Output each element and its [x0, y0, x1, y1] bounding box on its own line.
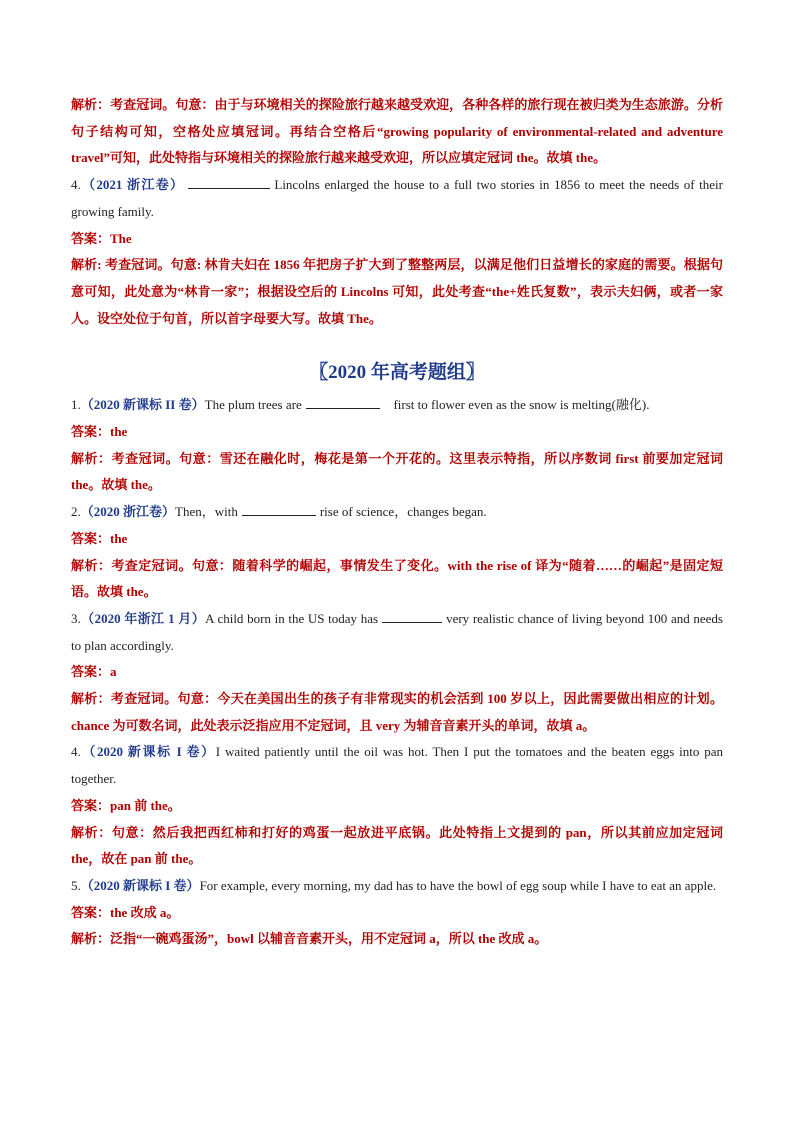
question-source: （2020 年浙江 1 月） [80, 610, 206, 626]
question-text-after: first to flower even as the snow is melting(融化). [393, 397, 650, 413]
analysis-text: 解析：考查冠词。句意：雪还在融化时，梅花是第一个开花的。这里表示特指，所以序数词 first 前要加定冠词 the。故填 the。 [71, 450, 723, 493]
document-page [71, 92, 723, 953]
analysis-text: 解析：考查冠词。句意：今天在美国出生的孩子有非常现实的机会活到 100 岁以上，因此需要做出相应的计划。chance 为可数名词，此处表示泛指应用不定冠词，且 very 为辅音音素开头的单词，故填 a。 [71, 691, 723, 733]
answer-blank [382, 608, 442, 623]
analysis-text: 解析：泛指“一碗鸡蛋汤”，bowl 以辅音音素开头，用不定冠词 a，所以 the 改成 a。 [71, 931, 548, 947]
question-text-after: very realistic chance of living beyond 100 and needs to plan accordingly. [71, 610, 723, 653]
answer-text: 答案：The [71, 230, 132, 246]
question-text-before: I waited patiently until the oil was hot. Then I put the tomatoes and the beaten eggs into pan together. [71, 744, 723, 787]
question-source: （2020 新课标 I 卷） [80, 877, 200, 893]
question-text-before: The plum trees are [204, 397, 302, 413]
question-text-before: Then，with [175, 504, 238, 520]
answer-text: 答案：the [71, 424, 128, 440]
question-source: （2020 浙江卷） [80, 504, 176, 520]
answer-text: 答案：a [71, 664, 117, 680]
question-item [71, 392, 723, 419]
answer-text: 答案：pan 前 the。 [71, 797, 181, 813]
question-source: （2020 新课标 II 卷） [80, 397, 205, 413]
analysis-text: 解析: 考查冠词。句意: 林肯夫妇在 1856 年把房子扩大到了整整两层，以满足他们日益增长的家庭的需要。根据句意可知，此处意为“林肯一家”；根据设空后的 Lincolns 可知，此处考查“the+姓氏复数”，表示夫妇俩，或者一家人。设空处位于句首，所以首字母要大写。故填 The。 [71, 257, 723, 326]
question-number: 1. [71, 397, 81, 413]
question-source: （2020 新课标 I 卷） [80, 744, 216, 760]
question-item [71, 172, 723, 225]
answer-text: 答案：the [71, 530, 128, 546]
question-text-before: For example, every morning, my dad has to have the bowl of egg soup while I have to eat an apple. [199, 877, 717, 893]
section-title: 〖2020 年高考题组〗 [309, 362, 485, 384]
question-item [71, 739, 723, 792]
question-number: 4. [71, 744, 81, 760]
question-number: 4. [71, 177, 81, 193]
question-text: Lincolns enlarged the house to a full two stories in 1856 to meet the needs of their growing family. [71, 177, 723, 219]
question-item [71, 873, 723, 900]
answer-blank [306, 394, 380, 409]
question-item [71, 606, 723, 659]
analysis-text: 解析：考查冠词。句意：由于与环境相关的探险旅行越来越受欢迎，各种各样的旅行现在被归类为生态旅游。分析句子结构可知，空格处应填冠词。再结合空格后“growing popularity of environmental-related and adventure travel”可知，此处特指与环境相关的探险旅行越来越受欢迎，所以应填定冠词 the。故填 the。 [71, 97, 723, 166]
analysis-text: 解析：句意：然后我把西红柿和打好的鸡蛋一起放进平底锅。此处特指上文提到的 pan，所以其前应加定冠词 the，故在 pan 前 the。 [71, 824, 723, 867]
question-text-before: A child born in the US today has [205, 610, 379, 626]
question-number: 5. [71, 877, 81, 893]
answer-blank [242, 501, 316, 516]
question-source: （2021 浙江卷） [80, 177, 185, 193]
answer-blank [188, 174, 270, 189]
answer-text: 答案：the 改成 a。 [71, 904, 180, 920]
question-text-after: rise of science，changes began. [319, 504, 487, 520]
question-item [71, 499, 723, 526]
question-number: 2. [71, 504, 81, 520]
question-number: 3. [71, 610, 81, 626]
analysis-text: 解析：考查定冠词。句意：随着科学的崛起，事情发生了变化。with the rise of 译为“随着……的崛起”是固定短语。故填 the。 [71, 557, 723, 600]
